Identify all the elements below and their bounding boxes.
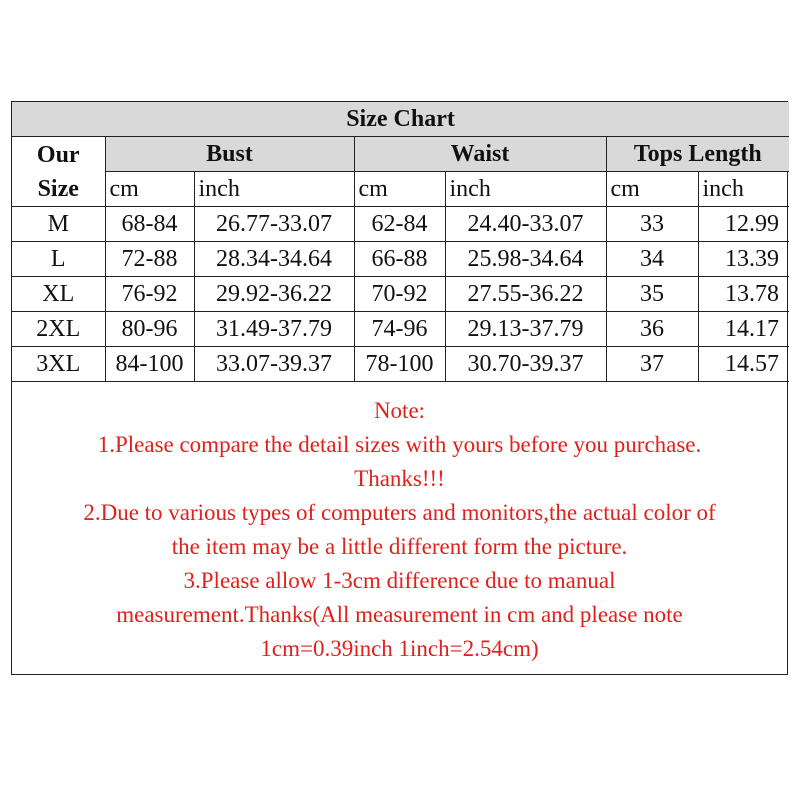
unit-bust-inch: inch: [194, 172, 354, 207]
length-cm-cell: 35: [606, 277, 698, 312]
waist-inch-cell: 30.70-39.37: [445, 347, 606, 382]
bust-cm-cell: 80-96: [105, 312, 194, 347]
length-cm-cell: 36: [606, 312, 698, 347]
table-row: [12, 207, 789, 242]
bust-inch-cell: 31.49-37.79: [194, 312, 354, 347]
note-line: 3.Please allow 1-3cm difference due to manual: [183, 568, 616, 593]
length-inch-cell: 14.57: [698, 347, 789, 382]
length-cm-cell: 34: [606, 242, 698, 277]
table-row: [12, 277, 789, 312]
bust-inch-cell: 29.92-36.22: [194, 277, 354, 312]
length-cm-cell: 33: [606, 207, 698, 242]
bust-cm-cell: 72-88: [105, 242, 194, 277]
header-unit-row: [12, 172, 789, 207]
length-inch-cell: 14.17: [698, 312, 789, 347]
length-inch-cell: 13.78: [698, 277, 789, 312]
unit-waist-cm: cm: [354, 172, 445, 207]
note-line: Thanks!!!: [354, 466, 445, 491]
note-line: 2.Due to various types of computers and monitors,the actual color of: [83, 500, 716, 525]
length-inch-cell: 13.39: [698, 242, 789, 277]
waist-inch-cell: 27.55-36.22: [445, 277, 606, 312]
tops-length-header: Tops Length: [606, 137, 789, 172]
length-cm-cell: 37: [606, 347, 698, 382]
notes-block: [12, 394, 787, 666]
waist-cm-cell: 78-100: [354, 347, 445, 382]
size-cell: XL: [12, 277, 105, 312]
bust-inch-cell: 33.07-39.37: [194, 347, 354, 382]
size-table: [12, 102, 789, 382]
table-row: [12, 242, 789, 277]
bust-cm-cell: 76-92: [105, 277, 194, 312]
note-line: the item may be a little different form the picture.: [171, 534, 628, 559]
waist-cm-cell: 70-92: [354, 277, 445, 312]
header-group-row: [12, 137, 789, 172]
our-size-header: [12, 137, 105, 207]
waist-cm-cell: 74-96: [354, 312, 445, 347]
our-size-line1: Our: [36, 141, 80, 168]
chart-title: Size Chart: [12, 102, 789, 137]
bust-inch-cell: 28.34-34.64: [194, 242, 354, 277]
size-cell: 3XL: [12, 347, 105, 382]
table-row: [12, 312, 789, 347]
bust-inch-cell: 26.77-33.07: [194, 207, 354, 242]
note-line: 1.Please compare the detail sizes with yours before you purchase.: [97, 432, 702, 457]
bust-cm-cell: 84-100: [105, 347, 194, 382]
size-cell: L: [12, 242, 105, 277]
waist-cm-cell: 62-84: [354, 207, 445, 242]
waist-inch-cell: 29.13-37.79: [445, 312, 606, 347]
table-row: [12, 347, 789, 382]
waist-cm-cell: 66-88: [354, 242, 445, 277]
unit-length-cm: cm: [606, 172, 698, 207]
note-line: 1cm=0.39inch 1inch=2.54cm): [260, 636, 539, 661]
size-chart: [11, 101, 788, 675]
size-cell: 2XL: [12, 312, 105, 347]
waist-inch-cell: 24.40-33.07: [445, 207, 606, 242]
size-cell: M: [12, 207, 105, 242]
waist-inch-cell: 25.98-34.64: [445, 242, 606, 277]
length-inch-cell: 12.99: [698, 207, 789, 242]
unit-bust-cm: cm: [105, 172, 194, 207]
note-line: measurement.Thanks(All measurement in cm and please note: [116, 602, 683, 627]
waist-header: Waist: [354, 137, 606, 172]
note-heading: Note:: [373, 398, 426, 423]
unit-waist-inch: inch: [445, 172, 606, 207]
bust-header: Bust: [105, 137, 354, 172]
bust-cm-cell: 68-84: [105, 207, 194, 242]
unit-length-inch: inch: [698, 172, 789, 207]
our-size-line2: Size: [37, 175, 79, 202]
title-row: [12, 102, 789, 137]
